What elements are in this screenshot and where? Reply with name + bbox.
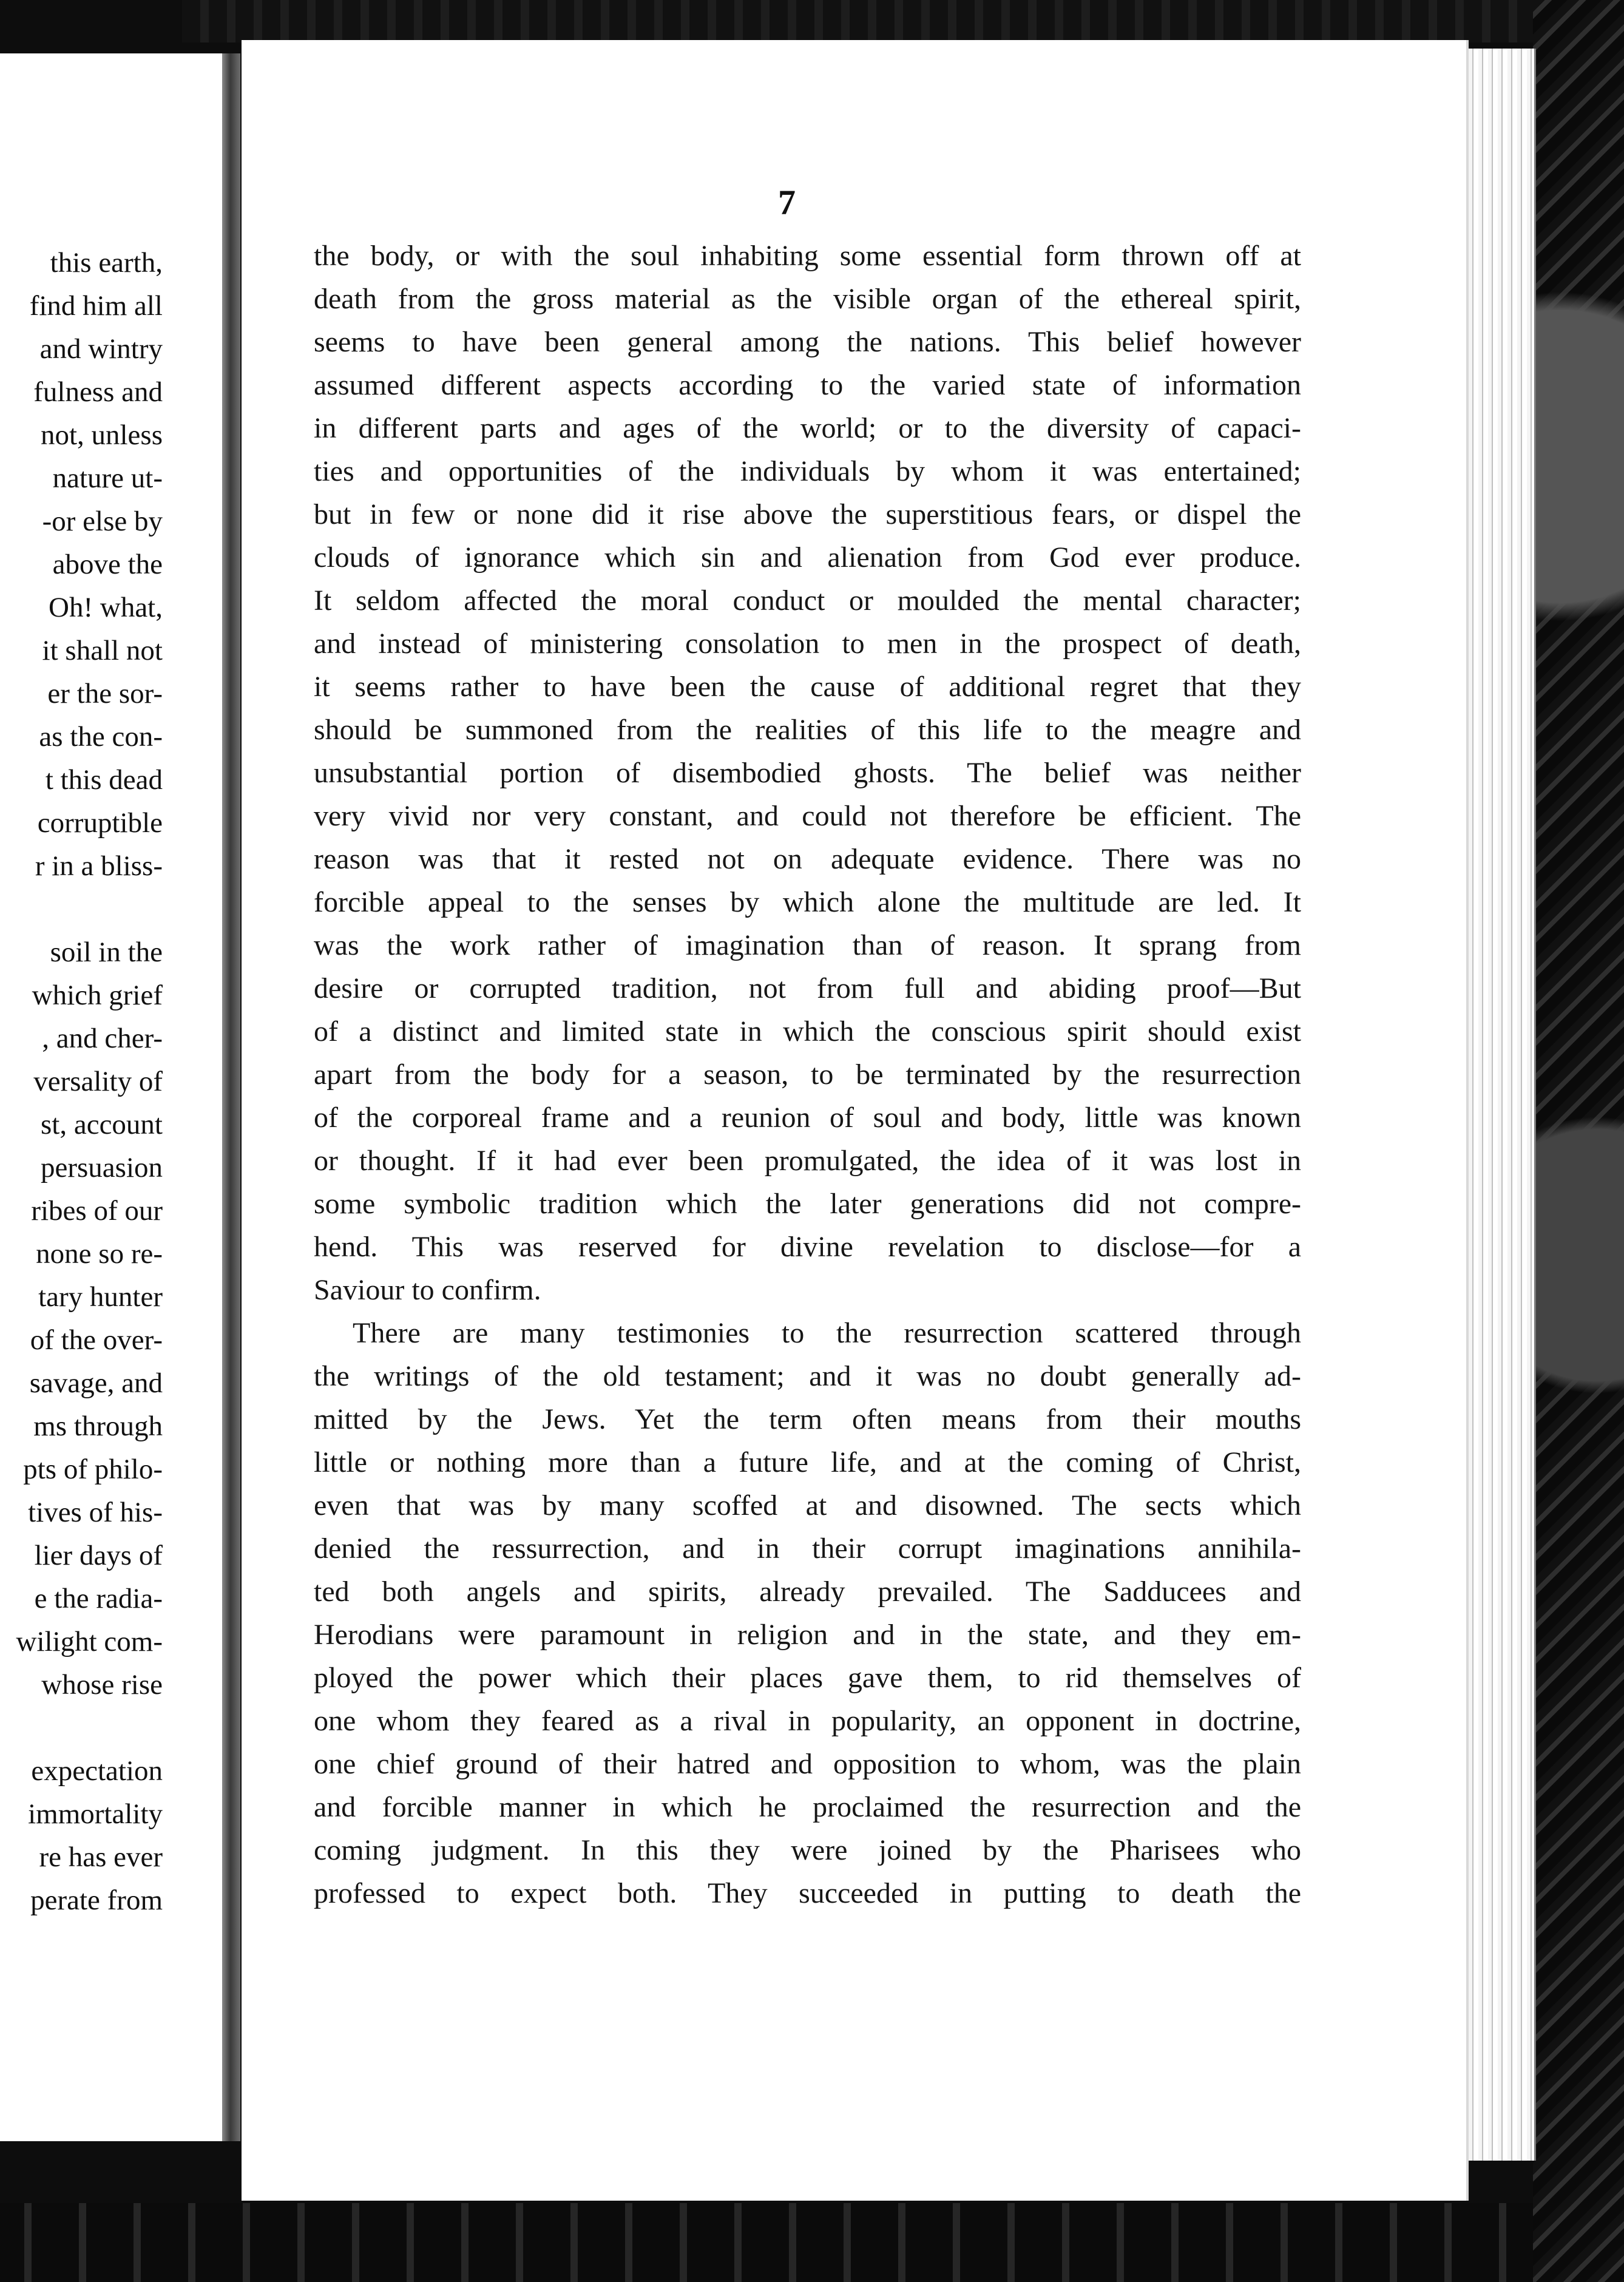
page-number: 7 xyxy=(778,183,796,222)
left-page-line: not, unless xyxy=(40,419,163,451)
text-line: in different parts and ages of the world; or to the diversity of capaci- xyxy=(314,412,1301,444)
marbled-cover xyxy=(1533,0,1624,2282)
left-page-line: corruptible xyxy=(37,807,163,839)
text-line: Herodians were paramount in religion and in the state, and they em- xyxy=(314,1619,1301,1651)
book-edge-bottom xyxy=(0,2203,1533,2282)
text-line: assumed different aspects according to the varied state of information xyxy=(314,369,1301,401)
text-line: some symbolic tradition which the later generations did not compre- xyxy=(314,1188,1301,1220)
text-line: mitted by the Jews. Yet the term often means from their mouths xyxy=(314,1403,1301,1435)
text-line: There are many testimonies to the resurrection scattered through xyxy=(353,1317,1301,1349)
left-page-line: persuasion xyxy=(40,1152,163,1183)
left-page-line: savage, and xyxy=(29,1367,163,1399)
text-line: and instead of ministering consolation to men in the prospect of death, xyxy=(314,628,1301,660)
left-page-line: e the radia- xyxy=(34,1583,163,1614)
text-line: seems to have been general among the nations. This belief however xyxy=(314,326,1301,358)
page-body xyxy=(314,234,1301,1915)
text-line: of the corporeal frame and a reunion of soul and body, little was known xyxy=(314,1102,1301,1134)
left-page-line: wilight com- xyxy=(16,1626,163,1657)
text-line: apart from the body for a season, to be terminated by the resurrection xyxy=(314,1058,1301,1091)
text-line: one chief ground of their hatred and opposition to whom, was the plain xyxy=(314,1748,1301,1780)
text-line: clouds of ignorance which sin and alienation from God ever produce. xyxy=(314,541,1301,574)
text-line: the body, or with the soul inhabiting some essential form thrown off at xyxy=(314,240,1301,272)
left-page-line: which grief xyxy=(32,980,163,1011)
text-line: but in few or none did it rise above the superstitious fears, or dispel the xyxy=(314,498,1301,530)
text-line: ted both angels and spirits, already prevailed. The Sadducees and xyxy=(314,1576,1301,1608)
text-line: one whom they feared as a rival in popularity, an opponent in doctrine, xyxy=(314,1705,1301,1737)
left-page-line: tives of his- xyxy=(28,1497,163,1528)
text-line: and forcible manner in which he proclaimed the resurrection and the xyxy=(314,1791,1301,1823)
paragraph-1 xyxy=(314,234,1301,1312)
left-page-line: perate from xyxy=(30,1884,163,1916)
left-page-line: ms through xyxy=(33,1410,163,1442)
text-line: very vivid nor very constant, and could not therefore be efficient. The xyxy=(314,800,1301,832)
text-line: ployed the power which their places gave them, to rid themselves of xyxy=(314,1662,1301,1694)
left-page-line: whose rise xyxy=(41,1669,163,1701)
text-line: little or nothing more than a future life, and at the coming of Christ, xyxy=(314,1446,1301,1478)
text-line: death from the gross material as the visible organ of the ethereal spirit, xyxy=(314,283,1301,315)
left-page-line: -or else by xyxy=(42,506,163,537)
left-page-line xyxy=(0,1707,163,1750)
text-line: reason was that it rested not on adequate evidence. There was no xyxy=(314,843,1301,875)
left-page-line: er the sor- xyxy=(47,678,163,709)
text-line: or thought. If it had ever been promulgated, the idea of it was lost in xyxy=(314,1145,1301,1177)
text-line: the writings of the old testament; and it was no doubt generally ad- xyxy=(314,1360,1301,1392)
left-page-line: r in a bliss- xyxy=(35,850,163,882)
text-line: hend. This was reserved for divine revelation to disclose—for a xyxy=(314,1231,1301,1263)
text-line: denied the ressurrection, and in their corrupt imaginations annihila- xyxy=(314,1532,1301,1565)
left-page-line xyxy=(0,888,163,931)
left-page-line: st, account xyxy=(41,1109,163,1140)
text-line: ties and opportunities of the individuals by whom it was entertained; xyxy=(314,455,1301,487)
left-page-line: re has ever xyxy=(39,1841,163,1873)
left-page-line: immortality xyxy=(28,1798,163,1830)
text-line: unsubstantial portion of disembodied ghosts. The belief was neither xyxy=(314,757,1301,789)
left-page-line: soil in the xyxy=(50,936,163,968)
left-page-line: it shall not xyxy=(42,635,163,666)
left-page-line: Oh! what, xyxy=(49,592,163,623)
left-page-line: and wintry xyxy=(39,333,163,365)
left-page-line: t this dead xyxy=(45,764,163,796)
text-line: was the work rather of imagination than of reason. It sprang from xyxy=(314,929,1301,961)
left-page-line: above the xyxy=(52,549,163,580)
book-gutter xyxy=(222,53,240,2141)
text-line: desire or corrupted tradition, not from full and abiding proof—But xyxy=(314,972,1301,1004)
left-page-line: none so re- xyxy=(36,1238,163,1270)
text-line: it seems rather to have been the cause of additional regret that they xyxy=(314,671,1301,703)
left-page-line: of the over- xyxy=(30,1324,163,1356)
left-page xyxy=(0,53,222,2141)
left-page-line: tary hunter xyxy=(38,1281,163,1313)
paragraph-2 xyxy=(314,1312,1301,1915)
left-page-line: nature ut- xyxy=(52,462,163,494)
text-line: professed to expect both. They succeeded in putting to death the xyxy=(314,1877,1301,1909)
left-page-line: as the con- xyxy=(39,721,163,753)
left-page-text xyxy=(0,242,163,1922)
left-page-line: expectation xyxy=(31,1755,163,1787)
text-line: Saviour to confirm. xyxy=(314,1274,541,1306)
left-page-line: this earth, xyxy=(50,247,163,279)
text-line: should be summoned from the realities of this life to the meagre and xyxy=(314,714,1301,746)
left-page-line: ribes of our xyxy=(31,1195,163,1227)
text-line: coming judgment. In this they were joined by the Pharisees who xyxy=(314,1834,1301,1866)
text-line: even that was by many scoffed at and disowned. The sects which xyxy=(314,1489,1301,1522)
text-line: forcible appeal to the senses by which alone the multitude are led. It xyxy=(314,886,1301,918)
left-page-line: versality of xyxy=(33,1066,163,1097)
left-page-line: find him all xyxy=(29,290,163,322)
left-page-line: , and cher- xyxy=(42,1023,163,1054)
book-edge-top xyxy=(182,0,1533,42)
left-page-line: lier days of xyxy=(34,1540,163,1571)
text-line: of a distinct and limited state in which the conscious spirit should exist xyxy=(314,1015,1301,1048)
page-edges xyxy=(1469,49,1536,2161)
left-page-line: pts of philo- xyxy=(23,1454,163,1485)
text-line: It seldom affected the moral conduct or moulded the mental character; xyxy=(314,584,1301,617)
left-page-line: fulness and xyxy=(33,376,163,408)
